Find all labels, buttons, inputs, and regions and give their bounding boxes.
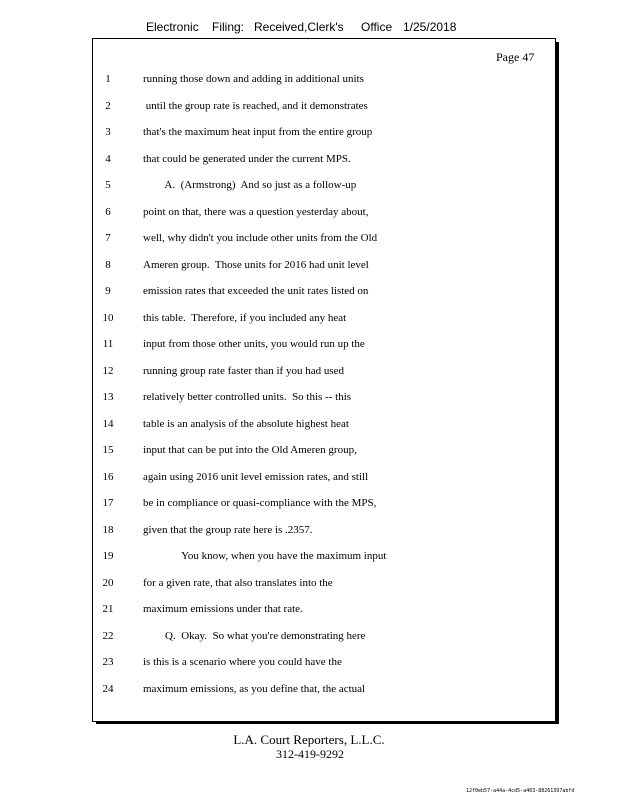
line-number: 23 <box>102 656 114 668</box>
line-text: input that can be put into the Old Ameren group, <box>143 444 357 456</box>
line-number: 10 <box>102 311 114 324</box>
page-shadow-bottom <box>96 721 559 724</box>
filing-office-label: Office <box>361 20 393 34</box>
line-number: 18 <box>102 523 114 536</box>
line-number: 15 <box>102 444 114 456</box>
line-text: for a given rate, that also translates into the <box>143 576 333 589</box>
reporter-company: L.A. Court Reporters, L.L.C. <box>233 732 385 747</box>
transcript-line <box>0 259 618 275</box>
line-number: 2 <box>105 99 111 112</box>
page-number: Page 47 <box>496 50 535 64</box>
transcript-line <box>0 73 618 89</box>
line-text: Q. Okay. So what you're demonstrating here <box>143 629 366 642</box>
line-number: 4 <box>105 152 111 165</box>
transcript-line <box>0 206 618 222</box>
transcript-line <box>0 444 618 460</box>
line-number: 22 <box>102 629 114 642</box>
transcript-line <box>0 153 618 169</box>
line-number: 6 <box>105 205 111 218</box>
line-number: 7 <box>105 232 111 244</box>
line-number: 14 <box>102 417 114 430</box>
line-text: until the group rate is reached, and it demonstrates <box>143 99 368 112</box>
line-number: 19 <box>102 550 114 562</box>
line-text: A. (Armstrong) And so just as a follow-up <box>143 179 357 191</box>
line-text: that could be generated under the current MPS. <box>143 152 351 165</box>
line-text: You know, when you have the maximum input <box>143 550 387 562</box>
transcript-line <box>0 338 618 354</box>
line-text: is this is a scenario where you could have the <box>143 656 342 668</box>
transcript-line <box>0 603 618 619</box>
line-number: 20 <box>102 576 114 589</box>
line-number: 8 <box>105 258 111 271</box>
line-text: that's the maximum heat input from the entire group <box>143 126 373 138</box>
transcript-line <box>0 577 618 593</box>
transcript-line <box>0 100 618 116</box>
transcript-line <box>0 683 618 699</box>
line-number: 13 <box>102 391 114 403</box>
filing-electronic-label: Electronic <box>146 20 199 34</box>
line-text: relatively better controlled units. So this -- this <box>143 391 352 403</box>
transcript-line <box>0 497 618 513</box>
filing-received-label: Received,Clerk's <box>254 20 344 34</box>
line-number: 12 <box>102 364 114 377</box>
page-shadow-right <box>556 42 559 723</box>
electronic-filing-header <box>0 20 618 36</box>
line-number: 24 <box>102 682 114 695</box>
transcript-line <box>0 418 618 434</box>
line-text: emission rates that exceeded the unit rates listed on <box>143 285 369 297</box>
line-text: running those down and adding in additional units <box>143 73 364 85</box>
line-number: 16 <box>102 470 114 483</box>
line-text: well, why didn't you include other units from the Old <box>143 232 378 244</box>
transcript-line <box>0 391 618 407</box>
document-id: 12f0eb57-a44a-4cd5-a403-88261397abfd <box>466 788 575 794</box>
line-number: 3 <box>105 126 111 138</box>
transcript-line <box>0 630 618 646</box>
line-number: 1 <box>105 73 111 85</box>
transcript-line <box>0 471 618 487</box>
line-text: point on that, there was a question yesterday about, <box>143 205 369 218</box>
line-text: this table. Therefore, if you included any heat <box>143 311 347 324</box>
filing-filing-label: Filing: <box>212 20 245 34</box>
line-text: maximum emissions, as you define that, the actual <box>143 682 366 695</box>
transcript-line <box>0 285 618 301</box>
line-number: 17 <box>102 497 114 509</box>
line-text: input from those other units, you would run up the <box>143 338 365 350</box>
line-number: 5 <box>105 179 111 191</box>
transcript-line <box>0 365 618 381</box>
line-text: running group rate faster than if you had used <box>143 364 344 377</box>
transcript-line <box>0 550 618 566</box>
line-text: table is an analysis of the absolute highest heat <box>143 417 349 430</box>
transcript-line <box>0 656 618 672</box>
line-text: Ameren group. Those units for 2016 had unit level <box>143 258 369 271</box>
transcript-line <box>0 126 618 142</box>
filing-date: 1/25/2018 <box>403 20 457 34</box>
line-number: 9 <box>105 285 111 297</box>
line-text: be in compliance or quasi-compliance with the MPS, <box>143 497 377 509</box>
line-text: maximum emissions under that rate. <box>143 603 303 615</box>
transcript-line <box>0 312 618 328</box>
transcript-line <box>0 524 618 540</box>
reporter-phone: 312-419-9292 <box>276 747 344 761</box>
line-number: 11 <box>102 338 114 350</box>
transcript-line <box>0 232 618 248</box>
line-number: 21 <box>102 603 114 615</box>
transcript-line <box>0 179 618 195</box>
line-text: given that the group rate here is .2357. <box>143 523 313 536</box>
line-text: again using 2016 unit level emission rates, and still <box>143 470 369 483</box>
